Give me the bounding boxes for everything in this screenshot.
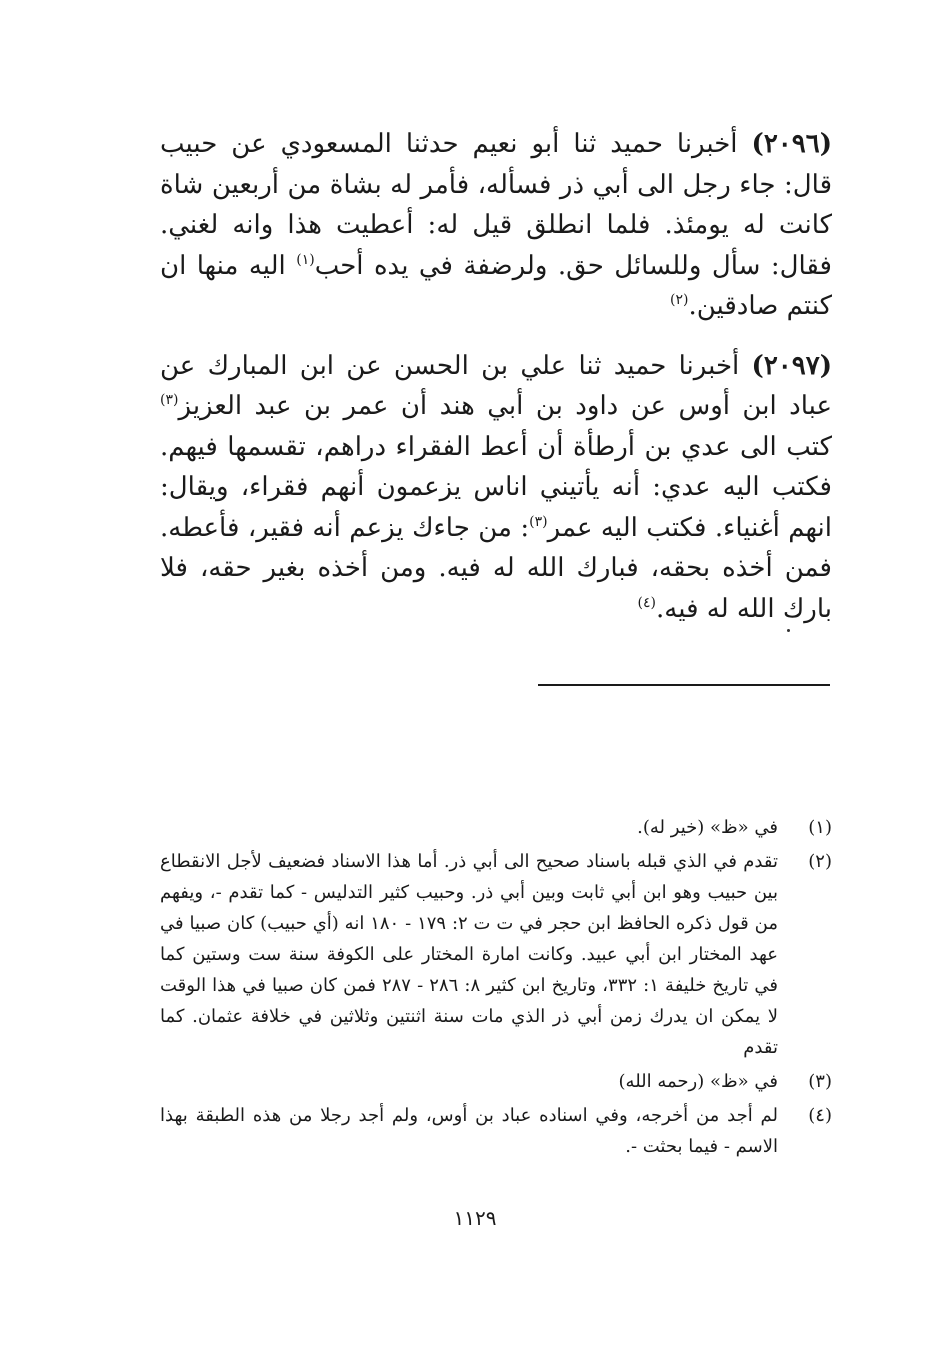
footnote-1 [160,812,832,843]
footnote-2 [160,846,832,1063]
entry-text: : من جاءك يزعم أنه فقير، فأعطه. فمن أخذه بحقه، فبارك الله له فيه. ومن أخذه بغير حقه، فلا بارك الله له فيه. [160,512,832,624]
entry-number: (٢٠٩٧) [751,350,832,381]
hadith-entry-2097 [160,346,832,630]
hadith-entry-2096 [160,124,832,327]
footnote-text: لم أجد من أخرجه، وفي اسناده عباد بن أوس، ولم أجد رجلا من هذه الطبقة بهذا الاسم - فيما بحثت -. [160,1105,778,1157]
footnote-divider [538,684,830,686]
footnote-ref: (٣) [529,513,548,530]
footnote-ref: (٣) [160,392,179,408]
footnote-number: (٤) [808,1105,832,1126]
footnote-ref: (١) [296,251,315,268]
entry-text: كتب الى عدي بن أرطأة أن أعط الفقراء دراهم، تقسمها فيهم. فكتب اليه عدي: أنه يأتيني اناس يزعمون أنهم فقراء، ويقال: انهم أغنياء. فكتب اليه عمر [160,431,833,543]
footnote-ref: (٤) [637,594,657,611]
main-text [160,124,832,648]
footnote-number: (٣) [808,1071,832,1092]
footnote-number: (١) [808,817,832,838]
entry-text: أخبرنا حميد ثنا أبو نعيم حدثنا المسعودي عن حبيب قال: جاء رجل الى أبي ذر فسأله، فأمر له بشاة من أربعين شاة كانت له يومئذ. فلما انطلق قيل له: أعطيت هذا وانه لغني. فقال: سأل وللسائل حق. ولرضفة في يده أحب [160,129,832,281]
footnote-number: (٢) [808,851,832,872]
page-number: ١١٢٩ [453,1206,497,1230]
print-speck [787,629,790,632]
footnote-text: في «ظ» (خير له). [637,817,778,838]
footnote-ref: (٢) [669,292,689,308]
footnote-4 [160,1100,832,1162]
entry-text: أخبرنا حميد ثنا علي بن الحسن عن ابن المبارك عن عباد ابن أوس عن داود بن أبي هند أن عمر بن عبد العزيز [160,350,832,421]
entry-text: اليه منها ان كنتم صادقين. [160,250,832,321]
entry-number: (٢٠٩٦) [751,129,832,159]
footnote-text: في «ظ» (رحمه الله) [618,1071,778,1092]
footnote-3 [160,1066,832,1097]
footnote-text: تقدم في الذي قبله باسناد صحيح الى أبي ذر. أما هذا الاسناد فضعيف لأجل الانقطاع بين حبيب وهو ابن أبي ثابت وبين أبي ذر. وحبيب كثير التدليس - كما تقدم -، ويفهم من قول ذكره الحافظ ابن حجر في ت ت ٢: ١٧٩ - ١٨٠ انه (أي حبيب) كان صبيا في عهد المختار ابن أبي عبيد. وكانت امارة المختار على الكوفة سنة ست وستين كما في تاريخ خليفة ١: ٣٣٢، وتاريخ ابن كثير ٨: ٢٨٦ - ٢٨٧ فمن كان صبيا في هذا الوقت لا يمكن ان يدرك زمن أبي ذر الذي مات سنة اثنتين وثلاثين في خلافة عثمان. كما تقدم [160,851,778,1058]
footnotes [160,812,832,1165]
